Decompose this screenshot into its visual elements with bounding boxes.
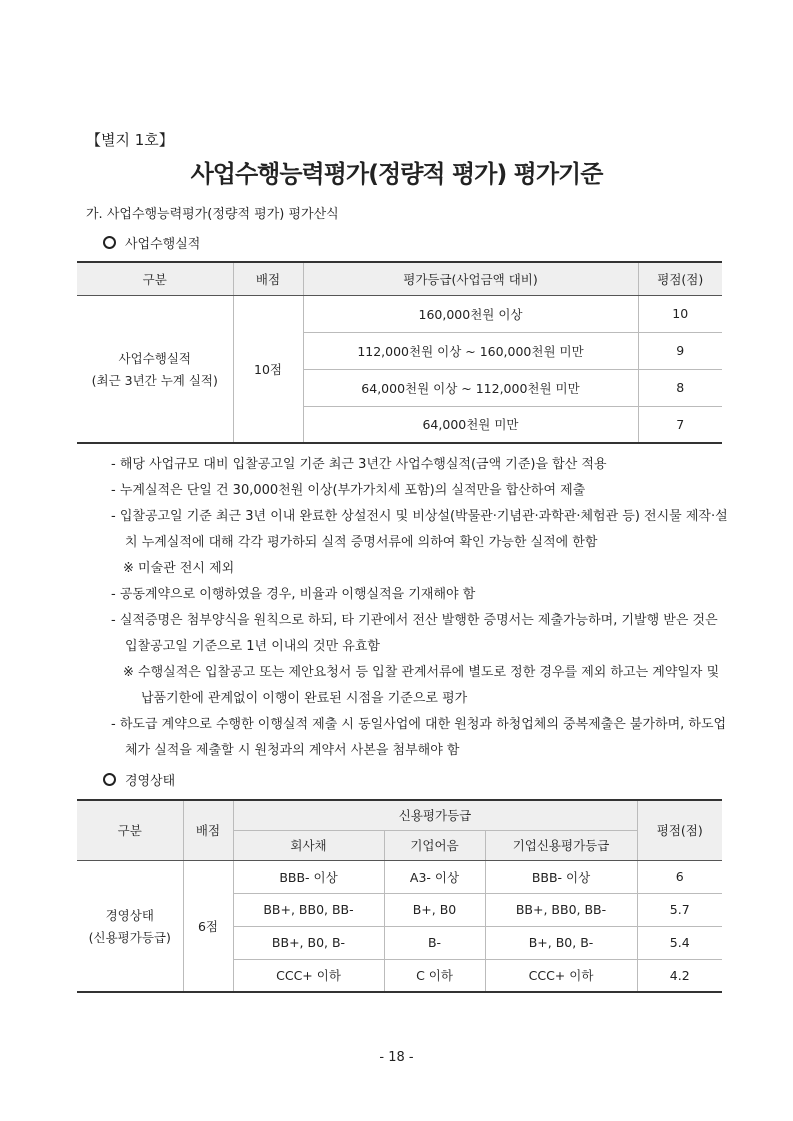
header-cp: 기업어음 bbox=[384, 830, 485, 860]
score-cell: 5.4 bbox=[637, 926, 722, 959]
subheading-label: 사업수행실적 bbox=[125, 237, 201, 252]
subheading-performance bbox=[103, 233, 200, 252]
category-label: 사업수행실적 bbox=[118, 350, 191, 366]
credit-cell: BB+, BB0, BB- bbox=[485, 893, 637, 926]
management-table bbox=[77, 799, 722, 993]
category-cell bbox=[77, 860, 183, 992]
credit-cell: BBB- 이상 bbox=[485, 860, 637, 893]
cp-cell: A3- 이상 bbox=[384, 860, 485, 893]
page-number: - 18 - bbox=[379, 1050, 414, 1065]
notes-list bbox=[111, 452, 731, 764]
page-title: 사업수행능력평가(정량적 평가) 평가기준 bbox=[190, 160, 603, 188]
bond-cell: BB+, B0, B- bbox=[233, 926, 384, 959]
circle-bullet-icon bbox=[103, 236, 116, 249]
bond-cell: CCC+ 이하 bbox=[233, 959, 384, 992]
bond-cell: BB+, BB0, BB- bbox=[233, 893, 384, 926]
reference-note: ※ 수행실적은 입찰공고 또는 제안요청서 등 입찰 관계서류에 별도로 정한 경우를 제외 하고는 계약일자 및 납품기한에 관계없이 이행이 완료된 시점을 기준으로 평가 bbox=[123, 665, 720, 706]
header-credit-group: 신용평가등급 bbox=[233, 800, 637, 830]
score-cell: 8 bbox=[638, 369, 722, 406]
grade-cell: 160,000천원 이상 bbox=[303, 295, 638, 332]
score-cell: 7 bbox=[638, 406, 722, 443]
header-points: 배점 bbox=[233, 262, 303, 295]
note-item: - 하도급 계약으로 수행한 이행실적 제출 시 동일사업에 대한 원청과 하청업체의 중복제출은 불가하며, 하도업체가 실적을 제출할 시 원청과의 계약서 사본을 첨부해야 함 bbox=[111, 717, 727, 758]
table-header-row bbox=[77, 262, 722, 295]
grade-cell: 64,000천원 이상 ~ 112,000천원 미만 bbox=[303, 369, 638, 406]
category-note: (최근 3년간 누계 실적) bbox=[91, 372, 218, 388]
credit-cell: B+, B0, B- bbox=[485, 926, 637, 959]
section-heading: 가. 사업수행능력평가(정량적 평가) 평가산식 bbox=[86, 207, 339, 222]
header-bond: 회사채 bbox=[233, 830, 384, 860]
cp-cell: B- bbox=[384, 926, 485, 959]
header-grade: 평가등급(사업금액 대비) bbox=[303, 262, 638, 295]
score-cell: 10 bbox=[638, 295, 722, 332]
table-row bbox=[77, 860, 722, 893]
category-label: 경영상태 bbox=[105, 907, 154, 923]
note-item: - 실적증명은 첨부양식을 원칙으로 하되, 타 기관에서 전산 발행한 증명서는 제출가능하며, 기발행 받은 것은 입찰공고일 기준으로 1년 이내의 것만 유효함 bbox=[111, 613, 718, 654]
score-cell: 6 bbox=[637, 860, 722, 893]
header-category: 구분 bbox=[77, 800, 183, 860]
table-row bbox=[77, 295, 722, 332]
score-cell: 9 bbox=[638, 332, 722, 369]
header-points: 배점 bbox=[183, 800, 233, 860]
header-score: 평점(점) bbox=[638, 262, 722, 295]
grade-cell: 64,000천원 미만 bbox=[303, 406, 638, 443]
subheading-label: 경영상태 bbox=[125, 774, 176, 789]
points-cell: 10점 bbox=[233, 295, 303, 443]
bond-cell: BBB- 이상 bbox=[233, 860, 384, 893]
note-item: - 누계실적은 단일 건 30,000천원 이상(부가가치세 포함)의 실적만을 합산하여 제출 bbox=[111, 483, 586, 498]
subheading-management bbox=[103, 770, 175, 789]
grade-cell: 112,000천원 이상 ~ 160,000천원 미만 bbox=[303, 332, 638, 369]
header-category: 구분 bbox=[77, 262, 233, 295]
points-cell: 6점 bbox=[183, 860, 233, 992]
annex-label: 【별지 1호】 bbox=[86, 131, 174, 149]
score-cell: 4.2 bbox=[637, 959, 722, 992]
circle-bullet-icon bbox=[103, 773, 116, 786]
note-item: - 공동계약으로 이행하였을 경우, 비율과 이행실적을 기재해야 함 bbox=[111, 587, 476, 602]
category-note: (신용평가등급) bbox=[88, 929, 171, 945]
header-score: 평점(점) bbox=[637, 800, 722, 860]
cp-cell: C 이하 bbox=[384, 959, 485, 992]
performance-table bbox=[77, 261, 722, 444]
reference-note: ※ 미술관 전시 제외 bbox=[123, 561, 235, 576]
category-cell bbox=[77, 295, 233, 443]
header-credit: 기업신용평가등급 bbox=[485, 830, 637, 860]
score-cell: 5.7 bbox=[637, 893, 722, 926]
credit-cell: CCC+ 이하 bbox=[485, 959, 637, 992]
note-item: - 입찰공고일 기준 최근 3년 이내 완료한 상설전시 및 비상설(박물관·기념관·과학관·체험관 등) 전시물 제작·설치 누계실적에 대해 각각 평가하되 실적 증명서류에 의하여 확인 가능한 실적에 한함 bbox=[111, 509, 728, 550]
table-header-row bbox=[77, 800, 722, 830]
cp-cell: B+, B0 bbox=[384, 893, 485, 926]
note-item: - 해당 사업규모 대비 입찰공고일 기준 최근 3년간 사업수행실적(금액 기준)을 합산 적용 bbox=[111, 457, 607, 472]
